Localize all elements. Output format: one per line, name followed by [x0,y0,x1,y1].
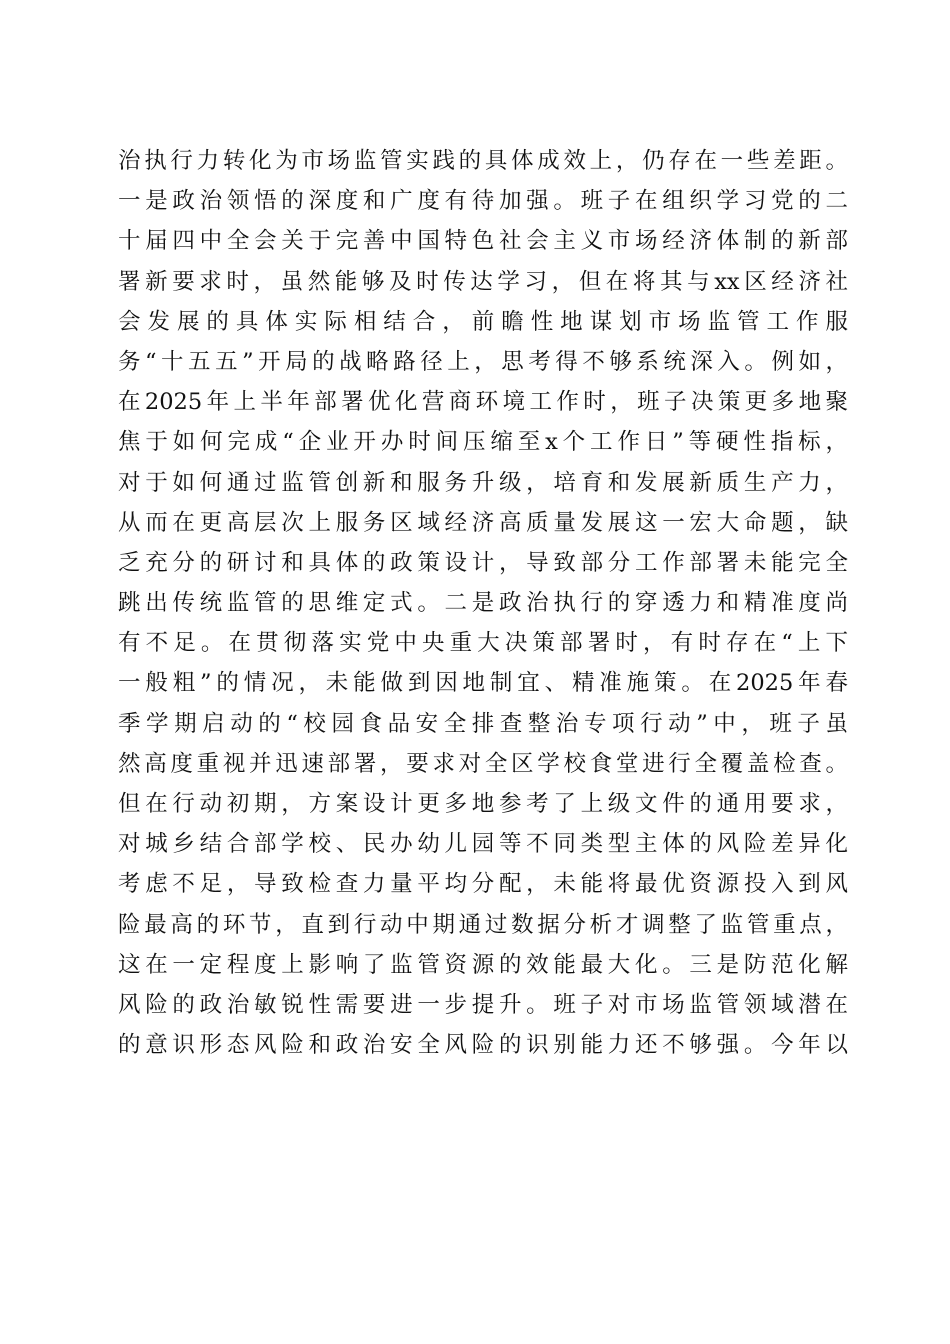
text-line-17: 但在行动初期，方案设计更多地参考了上级文件的通用要求， [118,791,848,817]
text-line-4: 署新要求时，虽然能够及时传达学习，但在将其与xx区经济社 [118,268,848,295]
text-line-21: 这在一定程度上影响了监管资源的效能最大化。三是防范化解 [118,951,848,978]
text-line-2: 一是政治领悟的深度和广度有待加强。班子在组织学习党的二 [118,188,848,215]
text-line-9: 对于如何通过监管创新和服务升级，培育和发展新质生产力， [118,469,848,496]
text-line-19: 考虑不足，导致检查力量平均分配，未能将最优资源投入到风 [118,871,848,898]
text-line-20: 险最高的环节，直到行动中期通过数据分析才调整了监管重点， [118,911,848,938]
text-line-8: 焦于如何完成“企业开办时间压缩至x个工作日”等硬性指标， [118,429,848,456]
text-line-5: 会发展的具体实际相结合，前瞻性地谋划市场监管工作服 [118,308,848,335]
text-line-23: 的意识形态风险和政治安全风险的识别能力还不够强。今年以 [118,1032,848,1059]
text-line-14: 一般粗”的情况，未能做到因地制宜、精准施策。在2025年春 [118,670,848,697]
text-line-7: 在2025年上半年部署优化营商环境工作时，班子决策更多地聚 [118,389,848,416]
text-line-15: 季学期启动的“校园食品安全排查整治专项行动”中，班子虽 [118,710,848,737]
text-line-3: 十届四中全会关于完善中国特色社会主义市场经济体制的新部 [118,228,848,255]
text-line-1: 治执行力转化为市场监管实践的具体成效上，仍存在一些差距。 [118,148,848,174]
text-line-10: 从而在更高层次上服务区域经济高质量发展这一宏大命题，缺 [118,509,848,536]
text-line-11: 乏充分的研讨和具体的政策设计，导致部分工作部署未能完全 [118,549,848,576]
text-line-22: 风险的政治敏锐性需要进一步提升。班子对市场监管领域潜在 [118,991,848,1018]
text-line-18: 对城乡结合部学校、民办幼儿园等不同类型主体的风险差异化 [118,831,848,858]
text-line-12: 跳出传统监管的思维定式。二是政治执行的穿透力和精准度尚 [118,590,848,617]
body-text [118,141,848,1065]
text-line-6: 务“十五五”开局的战略路径上，思考得不够系统深入。例如， [118,348,848,375]
text-line-13: 有不足。在贯彻落实党中央重大决策部署时，有时存在“上下 [118,630,848,657]
text-line-16: 然高度重视并迅速部署，要求对全区学校食堂进行全覆盖检查。 [118,750,848,777]
